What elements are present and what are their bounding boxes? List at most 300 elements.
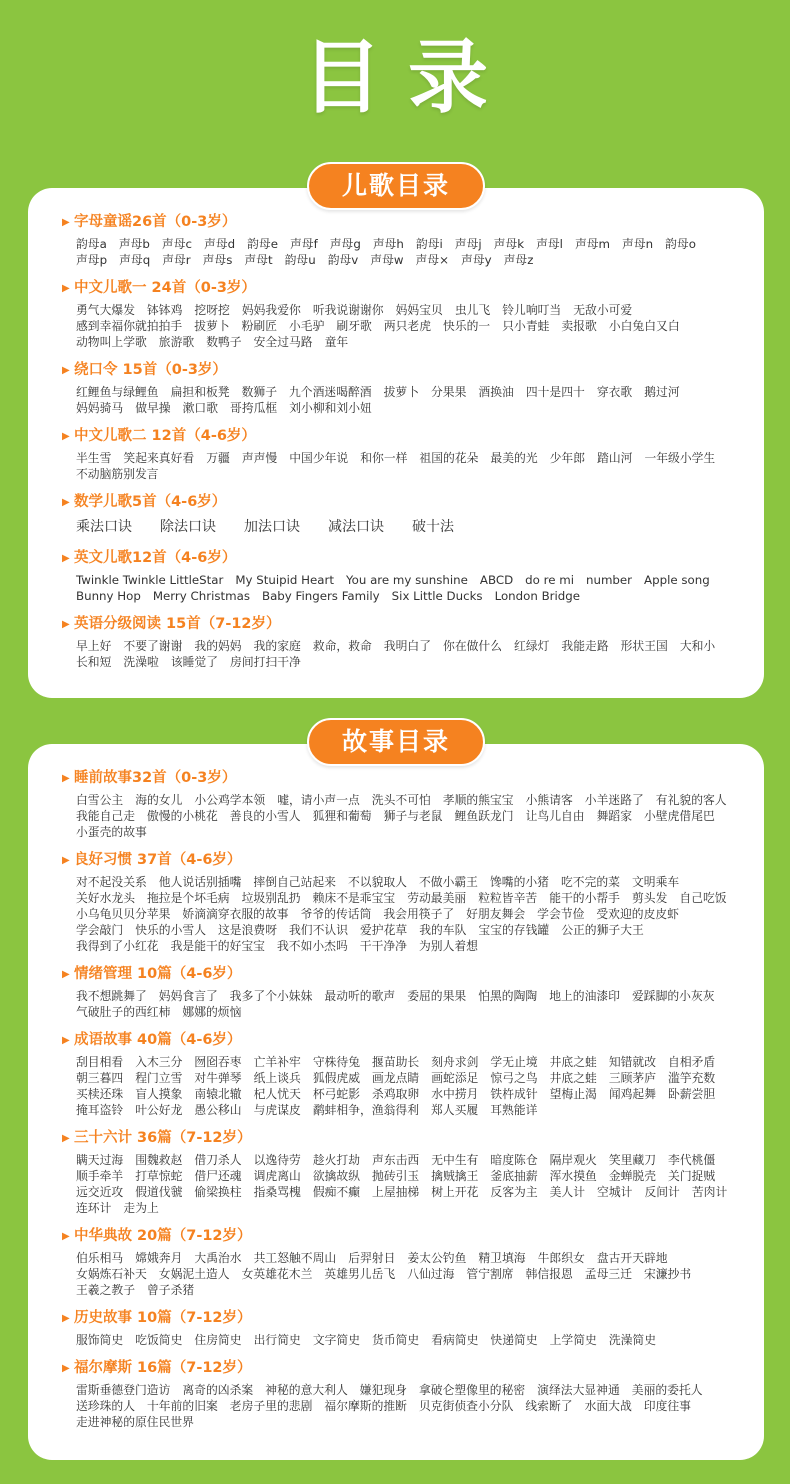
catalog-section <box>62 1226 748 1298</box>
catalog-item: 快乐的一 <box>443 319 491 333</box>
catalog-item: 声母d <box>204 237 236 251</box>
catalog-item: 快递简史 <box>490 1333 538 1347</box>
catalog-item: 听我说谢谢你 <box>312 303 384 317</box>
section-items <box>76 1250 748 1298</box>
catalog-item: 摔倒自己站起来 <box>253 875 336 889</box>
catalog-item: 无敌小可爱 <box>573 303 633 317</box>
section-title-text: 中文儿歌一 24首（0-3岁） <box>74 280 256 296</box>
catalog-item: 金蝉脱壳 <box>608 1169 657 1183</box>
catalog-item: 小公鸡学本领 <box>194 793 266 807</box>
catalog-item: 乘法口诀 <box>76 519 132 535</box>
catalog-item: 隔岸观火 <box>549 1153 597 1167</box>
catalog-item: 看病简史 <box>431 1333 479 1347</box>
catalog-item: 声东击西 <box>372 1153 420 1167</box>
catalog-section <box>62 964 748 1020</box>
catalog-item: 钵钵鸡 <box>147 303 183 317</box>
catalog-item: 老房子里的悲剧 <box>229 1399 313 1413</box>
catalog-item: 借尸还魂 <box>194 1169 242 1183</box>
catalog-item: 对牛弹琴 <box>194 1071 242 1085</box>
catalog-item: 房间打扫干净 <box>230 655 301 669</box>
catalog-item: 拔萝卜 <box>383 385 419 399</box>
section-title-text: 成语故事 40篇（4-6岁） <box>74 1032 242 1048</box>
catalog-item: 有礼貌的客人 <box>655 793 727 807</box>
catalog-item: 声母t <box>244 253 273 267</box>
triangle-bullet-icon: ▶ <box>62 1363 70 1374</box>
catalog-item: 愚公移山 <box>194 1103 242 1117</box>
catalog-item: 与虎谋皮 <box>253 1103 301 1117</box>
catalog-item: 快乐的小雪人 <box>135 923 206 937</box>
catalog-item: 管宁割席 <box>466 1267 514 1281</box>
catalog-item: 声母g <box>329 237 361 251</box>
catalog-item: 气破肚子的西红柿 <box>76 1005 171 1019</box>
section-items <box>76 1332 748 1348</box>
catalog-item: 嫌犯现身 <box>359 1383 407 1397</box>
catalog-item: 井底之蛙 <box>549 1055 597 1069</box>
catalog-item: 声声慢 <box>241 451 278 465</box>
section-title-text: 数学儿歌5首（4-6岁） <box>74 494 227 510</box>
triangle-bullet-icon: ▶ <box>62 497 70 508</box>
catalog-item: 善良的小雪人 <box>229 809 301 823</box>
catalog-item: 数狮子 <box>241 385 277 399</box>
catalog-item: 声母l <box>536 237 563 251</box>
catalog-item: 好朋友舞会 <box>466 907 526 921</box>
section-title <box>62 278 748 299</box>
catalog-item: 线索断了 <box>525 1399 573 1413</box>
catalog-item: 公正的狮子大王 <box>561 923 644 937</box>
catalog-item: 娜娜的烦恼 <box>182 1005 242 1019</box>
catalog-item: 剪头发 <box>631 891 668 905</box>
catalog-item: 反客为主 <box>490 1185 538 1199</box>
nursery-rhymes-list <box>62 212 748 680</box>
section-items <box>76 450 748 482</box>
catalog-item: 闻鸡起舞 <box>608 1087 657 1101</box>
catalog-item: 美丽的委托人 <box>631 1383 703 1397</box>
catalog-item: 半生雪 <box>76 451 112 465</box>
catalog-item: 囫囵吞枣 <box>194 1055 242 1069</box>
catalog-item: 福尔摩斯的推断 <box>324 1399 407 1413</box>
section-title <box>62 614 748 635</box>
catalog-item: 小壁虎借尾巴 <box>644 809 715 823</box>
catalog-item: 杞人忧天 <box>253 1087 301 1101</box>
catalog-item: 守株待兔 <box>312 1055 361 1069</box>
catalog-item: 拿破仑塑像里的秘密 <box>418 1383 526 1397</box>
catalog-item: 韵母i <box>415 237 443 251</box>
catalog-item: 送珍珠的人 <box>76 1399 135 1413</box>
catalog-item: 声母z <box>503 253 534 267</box>
catalog-item: 最美的光 <box>490 451 538 465</box>
catalog-item: 买椟还珠 <box>76 1087 124 1101</box>
catalog-item: 耳熟能详 <box>490 1103 538 1117</box>
catalog-item: 鲤鱼跃龙门 <box>454 809 514 823</box>
catalog-item: 小蛋壳的故事 <box>76 825 147 839</box>
section-title-text: 睡前故事32首（0-3岁） <box>74 770 237 786</box>
catalog-item: 卧薪尝胆 <box>668 1087 716 1101</box>
catalog-item: 远交近攻 <box>76 1185 124 1199</box>
catalog-item: 声母f <box>289 237 318 251</box>
catalog-section <box>62 850 748 954</box>
catalog-item: 服饰简史 <box>76 1333 124 1347</box>
catalog-item: 中国少年说 <box>289 451 349 465</box>
catalog-item: 洗澡啦 <box>123 655 159 669</box>
catalog-item: 刷牙歌 <box>336 319 372 333</box>
section-title <box>62 964 748 985</box>
section-items <box>76 302 748 350</box>
catalog-item: 长和短 <box>76 655 112 669</box>
section-items <box>76 874 748 954</box>
catalog-item: 学会节俭 <box>537 907 585 921</box>
triangle-bullet-icon: ▶ <box>62 431 70 442</box>
catalog-item: 我们不认识 <box>289 923 348 937</box>
catalog-item: 刻舟求剑 <box>431 1055 479 1069</box>
catalog-item: 雷斯垂德登门造访 <box>76 1383 171 1397</box>
catalog-item: 我明白了 <box>383 639 432 653</box>
section-title <box>62 360 748 381</box>
catalog-item: 画蛇添足 <box>431 1071 479 1085</box>
section-items <box>76 1152 748 1216</box>
catalog-item: 我不想跳舞了 <box>76 989 147 1003</box>
catalog-item: 铁杵成针 <box>490 1087 538 1101</box>
catalog-item: 鹬蚌相争，渔翁得利 <box>312 1103 419 1117</box>
catalog-item: 做早操 <box>135 401 171 415</box>
catalog-item: 漱口歌 <box>182 401 219 415</box>
catalog-item: 红绿灯 <box>514 639 550 653</box>
catalog-item: 贝克街侦查小分队 <box>418 1399 514 1413</box>
catalog-item: 我的家庭 <box>253 639 301 653</box>
catalog-item: 女娲炼石补天 <box>76 1267 147 1281</box>
catalog-item: 揠苗助长 <box>372 1055 420 1069</box>
catalog-item: 哥挎瓜框 <box>230 401 278 415</box>
catalog-item: My Stuipid Heart <box>235 573 334 587</box>
catalog-item: 亡羊补牢 <box>253 1055 301 1069</box>
catalog-item: 受欢迎的皮皮虾 <box>596 907 679 921</box>
catalog-item: Bunny Hop <box>76 589 141 603</box>
catalog-item: 叶公好龙 <box>135 1103 183 1117</box>
catalog-item: 童年 <box>324 335 349 349</box>
catalog-item: Twinkle Twinkle LittleStar <box>76 573 224 587</box>
catalog-item: 拖拉是个坏毛病 <box>147 891 230 905</box>
catalog-item: 我是能干的好宝宝 <box>170 939 265 953</box>
catalog-item: 反间计 <box>644 1185 680 1199</box>
catalog-item: 伯乐相马 <box>76 1251 124 1265</box>
triangle-bullet-icon: ▶ <box>62 283 70 294</box>
catalog-item: 声母j <box>454 237 482 251</box>
section-title-text: 英文儿歌12首（4-6岁） <box>74 550 237 566</box>
catalog-item: 指桑骂槐 <box>253 1185 301 1199</box>
catalog-item: 踏山河 <box>597 451 633 465</box>
catalog-item: 苦肉计 <box>691 1185 728 1199</box>
catalog-item: 挖呀挖 <box>194 303 230 317</box>
section-items <box>76 1054 748 1118</box>
nursery-rhymes-card <box>28 188 764 698</box>
catalog-item: 趁火打劫 <box>312 1153 361 1167</box>
catalog-item: 吃饭简史 <box>135 1333 183 1347</box>
catalog-item: 垃圾别乱扔 <box>241 891 301 905</box>
catalog-item: 洗头不可怕 <box>371 793 431 807</box>
section-title <box>62 1226 748 1247</box>
catalog-item: 韵母u <box>284 253 316 267</box>
catalog-item: 韵母v <box>327 253 359 267</box>
catalog-item: 大和小 <box>679 639 716 653</box>
catalog-item: 我能走路 <box>561 639 609 653</box>
catalog-item: 李代桃僵 <box>668 1153 716 1167</box>
catalog-item: 笑起来真好看 <box>123 451 195 465</box>
section-items <box>76 1382 748 1430</box>
catalog-item: 声母k <box>493 237 525 251</box>
catalog-item: 假痴不癫 <box>312 1185 361 1199</box>
catalog-item: 感到幸福你就拍拍手 <box>76 319 183 333</box>
catalog-item: 无中生有 <box>431 1153 479 1167</box>
catalog-item: 声母× <box>415 253 450 267</box>
catalog-item: 两只老虎 <box>383 319 432 333</box>
catalog-item: 货币简史 <box>372 1333 420 1347</box>
section-title-text: 字母童谣26首（0-3岁） <box>74 214 237 230</box>
triangle-bullet-icon: ▶ <box>62 855 70 866</box>
catalog-item: 赖床不是乖宝宝 <box>312 891 396 905</box>
catalog-item: 韵母a <box>76 237 107 251</box>
section-items <box>76 572 748 604</box>
catalog-item: 我不如小杰吗 <box>276 939 348 953</box>
catalog-item: 声母n <box>622 237 654 251</box>
catalog-item: 顺手牵羊 <box>76 1169 124 1183</box>
section-title <box>62 1308 748 1329</box>
catalog-item: 只小青蛙 <box>502 319 550 333</box>
catalog-item: 爱护花草 <box>360 923 408 937</box>
catalog-item: 形状王国 <box>620 639 668 653</box>
catalog-item: 共工怒触不周山 <box>253 1251 337 1265</box>
triangle-bullet-icon: ▶ <box>62 1231 70 1242</box>
catalog-item: 狮子与老鼠 <box>383 809 443 823</box>
catalog-item: 精卫填海 <box>478 1251 526 1265</box>
catalog-item: 和你一样 <box>360 451 408 465</box>
section-title-text: 绕口令 15首（0-3岁） <box>74 362 227 378</box>
catalog-section <box>62 492 748 538</box>
catalog-item: 嘘，请小声一点 <box>277 793 360 807</box>
catalog-item: 扁担和板凳 <box>170 385 230 399</box>
catalog-item: 王羲之教子 <box>76 1283 135 1297</box>
catalog-item: 十年前的旧案 <box>147 1399 218 1413</box>
catalog-item: 我得到了小红花 <box>76 939 159 953</box>
catalog-item: 浑水摸鱼 <box>549 1169 597 1183</box>
stories-header: 故事目录 <box>307 718 485 766</box>
catalog-item: 女娲泥土造人 <box>158 1267 230 1281</box>
catalog-item: 除法口诀 <box>160 519 216 535</box>
catalog-item: 少年郎 <box>549 451 586 465</box>
catalog-item: 娇滴滴穿衣服的故事 <box>182 907 289 921</box>
catalog-item: 孝顺的熊宝宝 <box>442 793 514 807</box>
catalog-item: 委屈的果果 <box>407 989 467 1003</box>
catalog-item: 望梅止渴 <box>549 1087 597 1101</box>
catalog-item: 南辕北辙 <box>194 1087 242 1101</box>
triangle-bullet-icon: ▶ <box>62 553 70 564</box>
catalog-item: You are my sunshine <box>346 573 468 587</box>
section-items <box>76 384 748 416</box>
catalog-item: 我的车队 <box>419 923 467 937</box>
catalog-item: 不动脑筋别发言 <box>76 467 159 481</box>
catalog-item: Six Little Ducks <box>391 589 483 603</box>
catalog-item: 小羊迷路了 <box>584 793 644 807</box>
catalog-item: 画龙点睛 <box>372 1071 420 1085</box>
catalog-item: 干干净净 <box>359 939 407 953</box>
catalog-section <box>62 1030 748 1118</box>
catalog-item: 粒粒皆辛苦 <box>478 891 538 905</box>
catalog-item: 加法口诀 <box>244 519 300 535</box>
triangle-bullet-icon: ▶ <box>62 1313 70 1324</box>
catalog-section <box>62 548 748 604</box>
catalog-item: 上学简史 <box>549 1333 597 1347</box>
catalog-item: 虫儿飞 <box>454 303 491 317</box>
catalog-item: 围魏救赵 <box>135 1153 183 1167</box>
catalog-item: 学会敲门 <box>76 923 124 937</box>
section-items <box>76 988 748 1020</box>
catalog-item: 文字简史 <box>312 1333 361 1347</box>
catalog-item: 入木三分 <box>135 1055 183 1069</box>
section-items <box>76 792 748 840</box>
catalog-item: 纸上谈兵 <box>253 1071 301 1085</box>
catalog-item: 馋嘴的小猪 <box>489 875 549 889</box>
catalog-item: 声母r <box>162 253 191 267</box>
catalog-item: 洗澡简史 <box>608 1333 657 1347</box>
section-title-text: 英语分级阅读 15首（7-12岁） <box>74 616 281 632</box>
catalog-section <box>62 614 748 670</box>
section-title <box>62 492 748 513</box>
section-title <box>62 1358 748 1379</box>
catalog-section <box>62 212 748 268</box>
catalog-item: do re mi <box>525 573 574 587</box>
catalog-item: 以逸待劳 <box>253 1153 301 1167</box>
catalog-item: 擒贼擒王 <box>431 1169 479 1183</box>
triangle-bullet-icon: ▶ <box>62 619 70 630</box>
catalog-item: 上屋抽梯 <box>372 1185 420 1199</box>
section-title <box>62 1128 748 1149</box>
section-title <box>62 212 748 233</box>
catalog-item: 你在做什么 <box>443 639 503 653</box>
section-items <box>76 516 748 538</box>
catalog-item: 九个酒迷喝醉酒 <box>289 385 372 399</box>
catalog-item: 酒换油 <box>478 385 514 399</box>
catalog-item: 三顾茅庐 <box>608 1071 657 1085</box>
catalog-item: 拔萝卜 <box>194 319 230 333</box>
catalog-item: 妈妈骑马 <box>76 401 124 415</box>
catalog-item: Apple song <box>644 573 710 587</box>
catalog-item: 地上的油漆印 <box>549 989 620 1003</box>
section-title <box>62 768 748 789</box>
catalog-item: 演绎法大显神通 <box>537 1383 620 1397</box>
catalog-item: 早上好 <box>76 639 112 653</box>
catalog-item: 朝三暮四 <box>76 1071 124 1085</box>
catalog-item: Baby Fingers Family <box>261 589 380 603</box>
catalog-item: 我会用筷子了 <box>383 907 455 921</box>
catalog-item: 我的妈妈 <box>194 639 242 653</box>
section-title-text: 历史故事 10篇（7-12岁） <box>74 1310 252 1326</box>
section-items <box>76 638 748 670</box>
catalog-item: 救命，救命 <box>312 639 372 653</box>
catalog-item: 舞蹈家 <box>596 809 632 823</box>
section-title-text: 良好习惯 37首（4-6岁） <box>74 852 242 868</box>
section-title <box>62 850 748 871</box>
stories-card <box>28 744 764 1460</box>
catalog-item: 能干的小帮手 <box>549 891 620 905</box>
catalog-item: 吃不完的菜 <box>560 875 620 889</box>
catalog-item: 爱踩脚的小灰灰 <box>631 989 715 1003</box>
catalog-item: 我多了个小妹妹 <box>229 989 313 1003</box>
section-title <box>62 426 748 447</box>
catalog-item: 英雄男儿岳飞 <box>324 1267 396 1281</box>
triangle-bullet-icon: ▶ <box>62 365 70 376</box>
catalog-item: 旅游歌 <box>158 335 195 349</box>
catalog-item: 刘小柳和刘小妞 <box>289 401 372 415</box>
catalog-item: 牛郎织女 <box>537 1251 585 1265</box>
catalog-item: 红鲤鱼与绿鲤鱼 <box>76 385 159 399</box>
catalog-item: 暗度陈仓 <box>490 1153 538 1167</box>
catalog-item: 小毛驴 <box>289 319 325 333</box>
catalog-item: 水面大战 <box>584 1399 632 1413</box>
catalog-item: 知错就改 <box>608 1055 657 1069</box>
catalog-item: number <box>585 573 633 587</box>
catalog-item: 刮目相看 <box>76 1055 124 1069</box>
catalog-item: 怕黑的陶陶 <box>478 989 538 1003</box>
catalog-item: 韩信报恩 <box>525 1267 573 1281</box>
catalog-item: 小熊请客 <box>525 793 573 807</box>
catalog-item: 掩耳盗铃 <box>76 1103 124 1117</box>
catalog-item: 一年级小学生 <box>644 451 716 465</box>
catalog-item: 井底之蛙 <box>549 1071 597 1085</box>
nursery-rhymes-header: 儿歌目录 <box>307 162 485 210</box>
section-title-text: 三十六计 36篇（7-12岁） <box>74 1130 252 1146</box>
catalog-item: 数鸭子 <box>206 335 242 349</box>
catalog-item: 声母s <box>202 253 233 267</box>
catalog-item: 妈妈宝贝 <box>395 303 443 317</box>
section-title-text: 福尔摩斯 16篇（7-12岁） <box>74 1360 252 1376</box>
catalog-item: 动物叫上学歌 <box>76 335 147 349</box>
catalog-item: 傲慢的小桃花 <box>147 809 218 823</box>
catalog-item: 声母h <box>372 237 404 251</box>
catalog-item: 白雪公主 <box>76 793 124 807</box>
catalog-item: 大禹治水 <box>194 1251 242 1265</box>
catalog-item: 孟母三迁 <box>584 1267 632 1281</box>
catalog-item: 卖报歌 <box>561 319 597 333</box>
section-title-text: 中文儿歌二 12首（4-6岁） <box>74 428 256 444</box>
catalog-item: 抛砖引玉 <box>372 1169 420 1183</box>
catalog-item: 郑人买履 <box>431 1103 479 1117</box>
catalog-item: 自己吃饭 <box>679 891 727 905</box>
catalog-item: ABCD <box>479 573 514 587</box>
catalog-section <box>62 426 748 482</box>
catalog-item: 四十是四十 <box>525 385 585 399</box>
triangle-bullet-icon: ▶ <box>62 217 70 228</box>
catalog-item: 我能自己走 <box>76 809 135 823</box>
catalog-item: 声母c <box>161 237 193 251</box>
catalog-item: 盲人摸象 <box>135 1087 183 1101</box>
catalog-item: 减法口诀 <box>328 519 384 535</box>
catalog-item: 为别人着想 <box>418 939 478 953</box>
catalog-item: 借刀杀人 <box>194 1153 242 1167</box>
catalog-item: 不做小霸王 <box>418 875 478 889</box>
catalog-item: 走为上 <box>123 1201 159 1215</box>
catalog-item: 韵母e <box>247 237 278 251</box>
catalog-item: 空城计 <box>597 1185 633 1199</box>
catalog-item: 盘古开天辟地 <box>596 1251 668 1265</box>
catalog-item: 假道伐虢 <box>135 1185 183 1199</box>
catalog-section <box>62 1128 748 1216</box>
catalog-item: 后羿射日 <box>348 1251 396 1265</box>
catalog-item: 杯弓蛇影 <box>312 1087 361 1101</box>
triangle-bullet-icon: ▶ <box>62 1133 70 1144</box>
catalog-item: 瞒天过海 <box>76 1153 124 1167</box>
stories-list <box>62 768 748 1440</box>
catalog-section <box>62 278 748 350</box>
catalog-item: 万疆 <box>206 451 230 465</box>
catalog-item: 最动听的歌声 <box>324 989 396 1003</box>
